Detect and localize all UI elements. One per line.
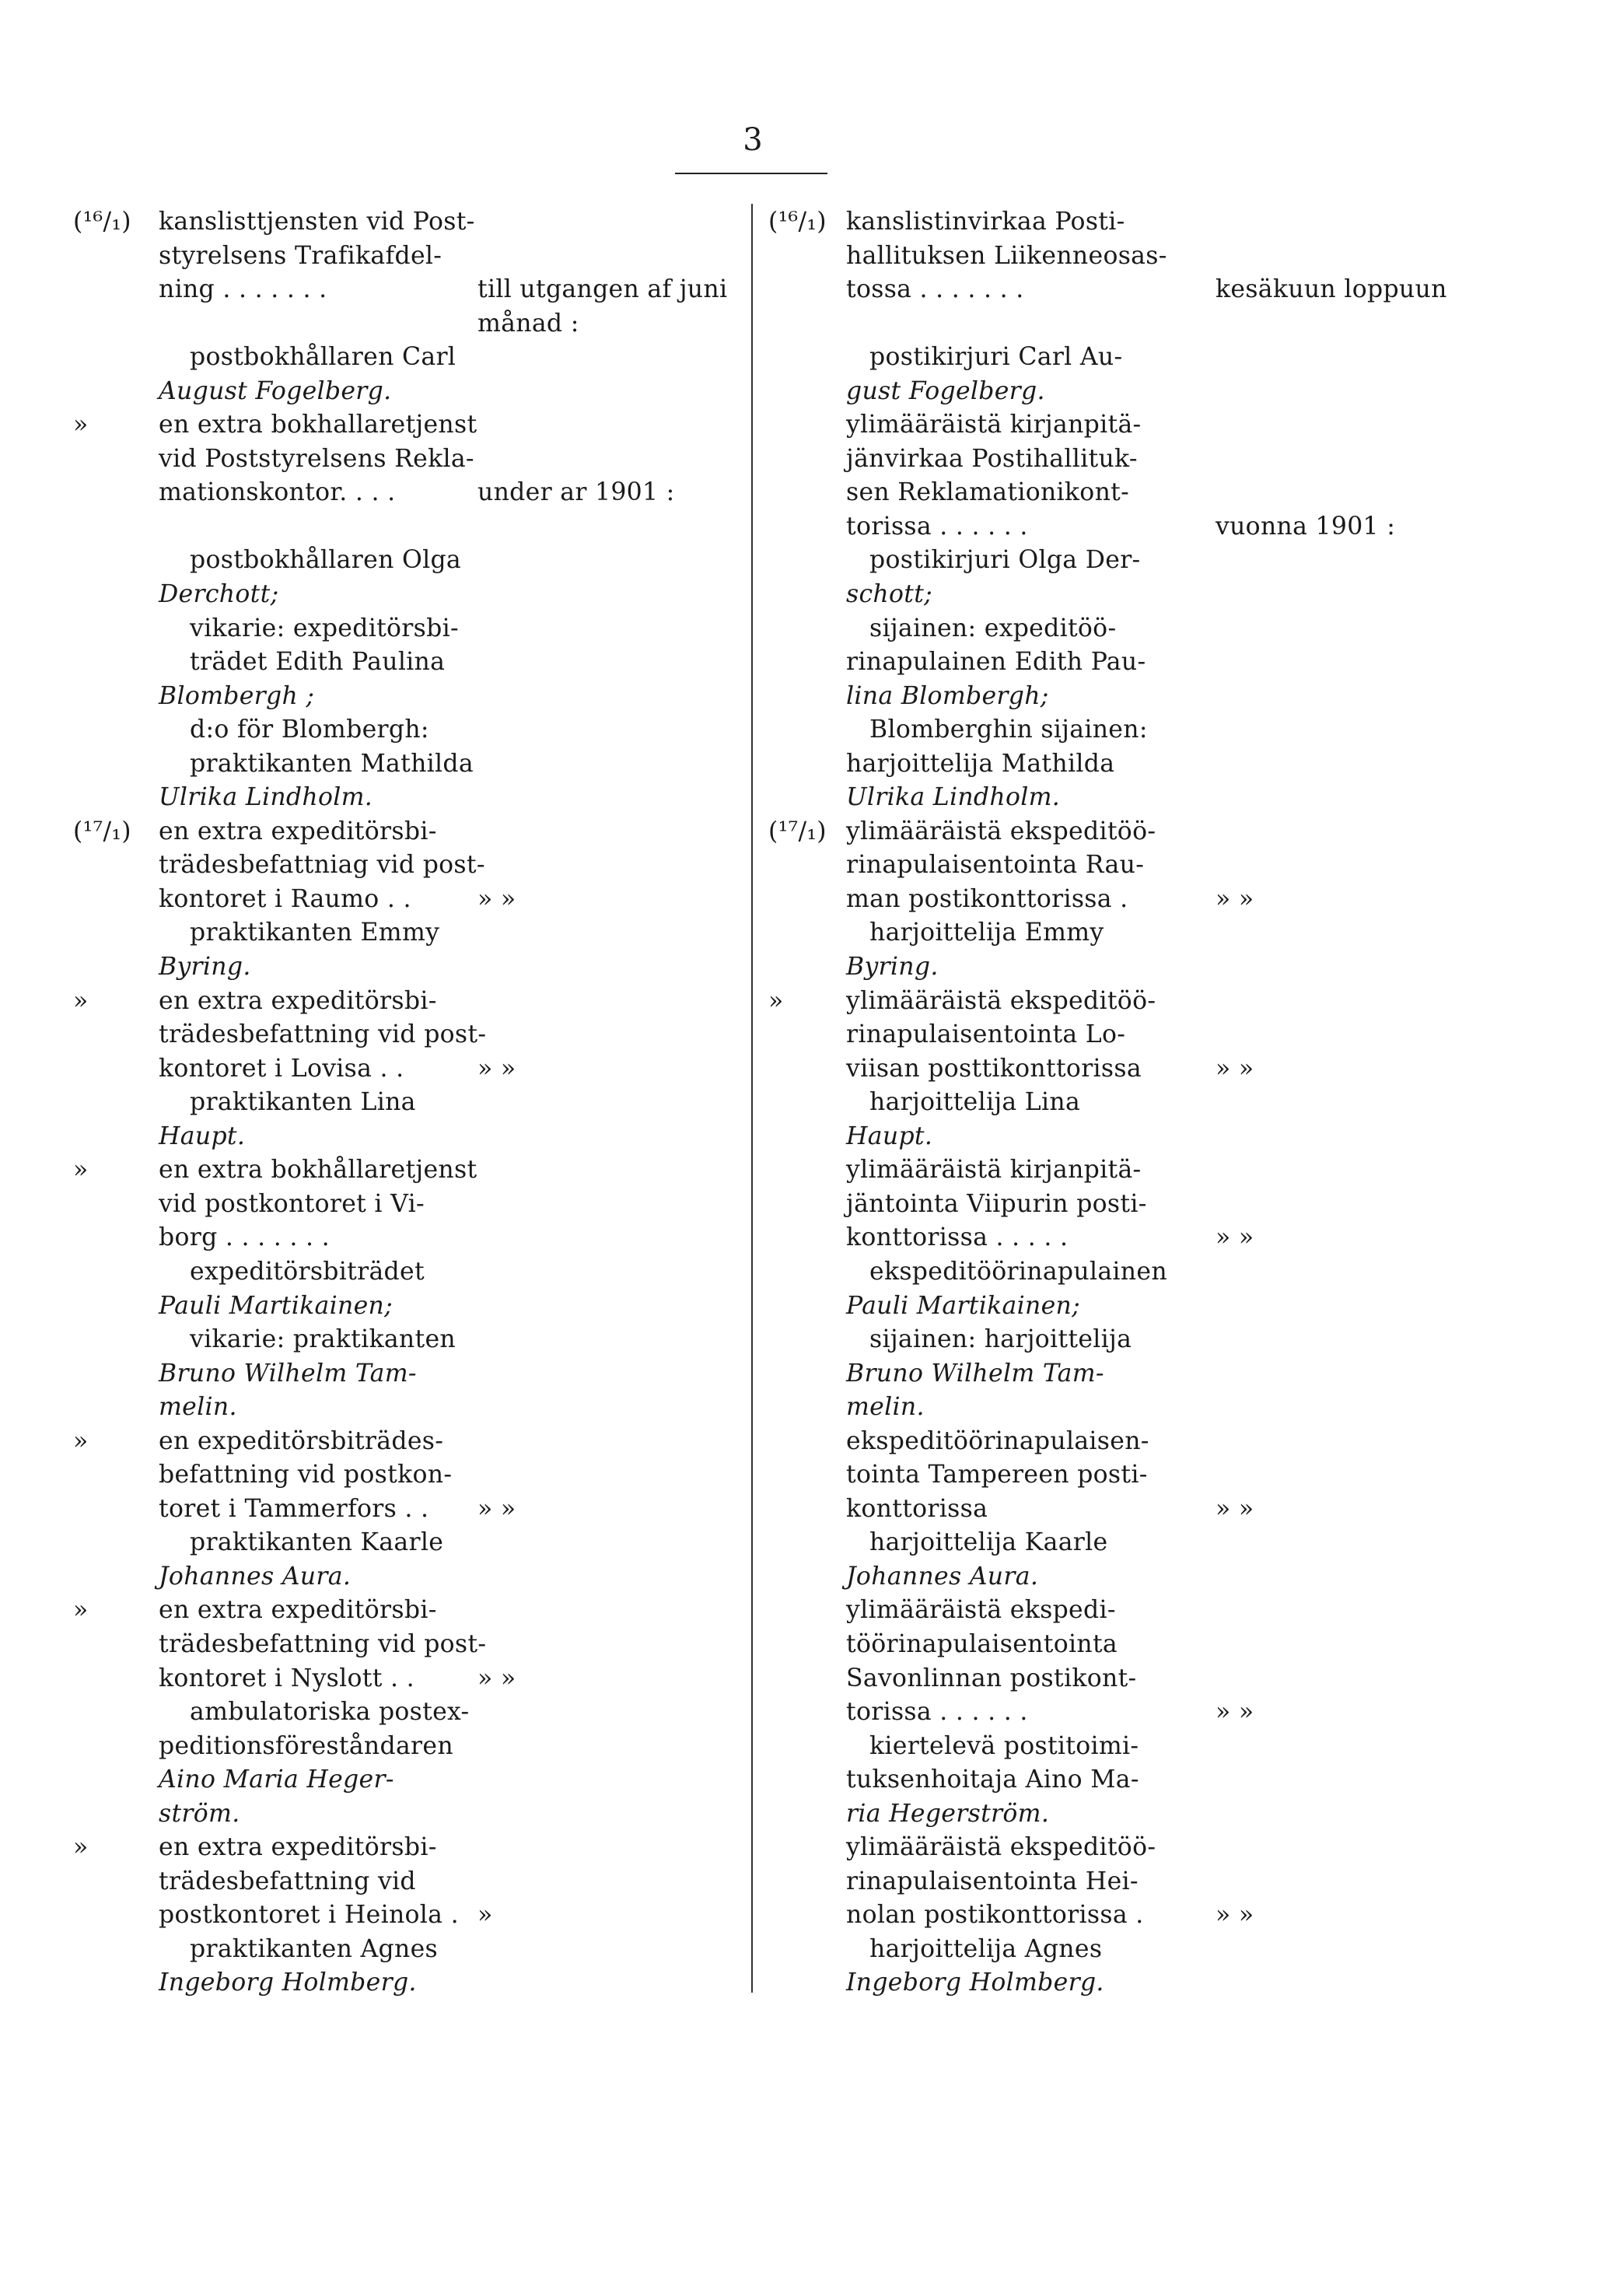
line-text: gust Fogelberg. <box>846 376 1045 405</box>
text-line <box>768 1221 1593 1255</box>
line-text: kontoret i Nyslott . . <box>159 1664 414 1692</box>
text-line <box>768 205 1593 240</box>
line-text: konttorissa . . . . . <box>846 1223 1069 1252</box>
swedish-column <box>73 205 728 2000</box>
line-text: en extra expeditörsbi- <box>159 817 437 845</box>
line-text: vikarie: expeditörsbi- <box>190 614 459 642</box>
text-line <box>73 1594 719 1628</box>
text-line <box>73 1458 719 1493</box>
line-text: man postikonttorissa . <box>846 884 1128 913</box>
text-line <box>73 1560 719 1594</box>
text-line <box>73 476 719 510</box>
text-line <box>73 1357 719 1391</box>
period-note: » » <box>477 1664 516 1692</box>
text-line <box>768 1290 1593 1324</box>
line-text: Pauli Martikainen; <box>159 1291 394 1320</box>
line-text: postbokhållaren Carl <box>190 343 456 372</box>
text-line <box>73 747 719 782</box>
text-line <box>73 1255 719 1290</box>
text-line <box>768 307 1593 341</box>
line-text: postikirjuri Carl Au- <box>869 343 1123 372</box>
text-line <box>768 1086 1593 1120</box>
line-text: en extra bokhållaretjenst <box>159 1156 477 1185</box>
entry-marker: » <box>73 1426 89 1455</box>
line-text: sijainen: harjoittelija <box>869 1325 1132 1354</box>
line-text: töörinapulaisentointa <box>846 1629 1118 1658</box>
text-line <box>768 646 1593 680</box>
period-note: » » <box>477 1054 516 1083</box>
line-text: trädesbefattning vid <box>159 1867 416 1895</box>
line-text: torissa . . . . . . <box>846 1698 1028 1727</box>
text-line <box>73 1290 719 1324</box>
period-note: » » <box>1215 1698 1254 1727</box>
line-text: ylimääräistä kirjanpitä- <box>846 1156 1142 1185</box>
text-line <box>768 1153 1593 1188</box>
line-text: praktikanten Mathilda <box>190 749 474 778</box>
line-text: torissa . . . . . . <box>846 512 1028 541</box>
page-number: 3 <box>743 122 763 158</box>
line-text: Pauli Martikainen; <box>846 1291 1081 1320</box>
text-line <box>768 1188 1593 1222</box>
line-text: Johannes Aura. <box>846 1562 1039 1591</box>
line-text: befattning vid postkon- <box>159 1461 453 1489</box>
period-note: » » <box>1215 884 1254 913</box>
line-text: Bruno Wilhelm Tam- <box>846 1359 1104 1388</box>
text-line <box>73 1797 719 1832</box>
line-text: hallituksen Liikenneosas- <box>846 241 1167 270</box>
line-text: ambulatoriska postex- <box>190 1698 470 1727</box>
period-note: » » <box>1215 1223 1254 1252</box>
line-text: ekspeditöörinapulaisen- <box>846 1426 1149 1455</box>
line-text: vid Poststyrelsens Rekla- <box>159 444 474 473</box>
line-text: ylimääräistä ekspeditöö- <box>846 817 1156 845</box>
text-line <box>768 747 1593 782</box>
period-note: » » <box>477 1494 516 1523</box>
text-line <box>73 1628 719 1662</box>
line-text: rinapulaisentointa Hei- <box>846 1867 1139 1895</box>
text-line <box>768 1628 1593 1662</box>
text-line <box>768 443 1593 477</box>
entry-marker: » <box>73 1156 89 1185</box>
line-text: styrelsens Trafikafdel- <box>159 241 442 270</box>
line-text: Byring. <box>846 953 939 982</box>
text-line <box>73 205 719 240</box>
text-line <box>73 1425 719 1459</box>
line-text: kanslistinvirkaa Posti- <box>846 208 1125 236</box>
text-line <box>73 1120 719 1154</box>
text-line <box>768 1458 1593 1493</box>
period-note: » <box>477 1901 493 1930</box>
text-line <box>73 1153 719 1188</box>
text-line <box>73 1730 719 1764</box>
finnish-column <box>768 205 1593 2000</box>
text-line <box>768 1763 1593 1797</box>
line-text: Ingeborg Holmberg. <box>159 1969 417 1997</box>
text-line <box>73 443 719 477</box>
line-text: jänvirkaa Postihallituk- <box>846 444 1138 473</box>
text-line <box>73 341 719 375</box>
line-text: harjoittelija Lina <box>869 1088 1081 1117</box>
text-line <box>73 1052 719 1087</box>
line-text: praktikanten Kaarle <box>190 1528 444 1557</box>
line-text: trädet Edith Paulina <box>190 648 446 677</box>
text-line <box>73 1899 719 1933</box>
line-text: vid postkontoret i Vi- <box>159 1189 425 1218</box>
text-line <box>768 273 1593 307</box>
period-note: » » <box>1215 1054 1254 1083</box>
period-note: vuonna 1901 : <box>1215 512 1396 541</box>
entry-marker: (¹⁶/₁) <box>73 208 131 236</box>
text-line <box>73 985 719 1019</box>
text-line <box>768 985 1593 1019</box>
period-note: » » <box>477 884 516 913</box>
text-line <box>73 1018 719 1052</box>
line-text: rinapulaisentointa Rau- <box>846 851 1145 880</box>
line-text: ylimääräistä ekspeditöö- <box>846 1833 1156 1862</box>
text-line <box>73 1662 719 1696</box>
text-line <box>768 341 1593 375</box>
line-text: Ulrika Lindholm. <box>159 783 373 812</box>
entry-marker: (¹⁶/₁) <box>768 208 827 236</box>
text-line <box>768 544 1593 578</box>
text-line <box>73 240 719 274</box>
text-line <box>73 680 719 714</box>
line-text: kontoret i Raumo . . <box>159 884 411 913</box>
text-line <box>73 646 719 680</box>
line-text: sen Reklamationikont- <box>846 478 1130 507</box>
period-note: till utgangen af juni <box>477 275 728 304</box>
line-text: Blomberghin sijainen: <box>869 716 1148 744</box>
line-text: konttorissa <box>846 1494 988 1523</box>
text-line <box>768 1120 1593 1154</box>
line-text: harjoittelija Agnes <box>869 1934 1103 1963</box>
line-text: peditionsföreståndaren <box>159 1731 453 1760</box>
line-text: harjoittelija Mathilda <box>846 749 1115 778</box>
entry-marker: (¹⁷/₁) <box>73 817 131 845</box>
line-text: ekspeditöörinapulainen <box>869 1257 1167 1286</box>
text-line <box>73 273 728 307</box>
period-note: » » <box>1215 1494 1254 1523</box>
text-line <box>73 815 719 849</box>
line-text: melin. <box>846 1393 925 1422</box>
text-line <box>73 1323 719 1357</box>
text-line <box>73 510 719 544</box>
text-line <box>73 1831 719 1865</box>
text-line <box>768 1052 1593 1087</box>
text-line <box>73 578 719 612</box>
text-line <box>768 1865 1593 1899</box>
text-line <box>768 1323 1593 1357</box>
text-line <box>768 1391 1593 1425</box>
text-line <box>73 307 719 341</box>
line-text: August Fogelberg. <box>159 376 392 405</box>
entry-marker: » <box>73 1833 89 1862</box>
line-text: trädesbefattniag vid post- <box>159 851 485 880</box>
line-text: mationskontor. . . . <box>159 478 396 507</box>
text-line <box>73 883 719 917</box>
entry-marker: » <box>73 411 89 439</box>
text-line <box>768 950 1593 985</box>
text-line <box>73 1696 719 1730</box>
line-text: Ulrika Lindholm. <box>846 783 1061 812</box>
text-line <box>768 408 1593 443</box>
text-line <box>768 510 1593 544</box>
line-text: Ingeborg Holmberg. <box>846 1969 1104 1997</box>
entry-marker: » <box>768 986 784 1015</box>
line-text: en extra expeditörsbi- <box>159 1833 437 1862</box>
line-text: postkontoret i Heinola . <box>159 1901 459 1930</box>
line-text: kontoret i Lovisa . . <box>159 1054 404 1083</box>
text-line <box>768 1899 1593 1933</box>
text-line <box>768 849 1593 883</box>
line-text: en extra bokhallaretjenst <box>159 411 477 439</box>
line-text: Aino Maria Heger- <box>159 1766 394 1794</box>
header-rule <box>675 173 827 174</box>
text-line <box>768 1425 1593 1459</box>
line-text: melin. <box>159 1393 237 1422</box>
line-text: ria Hegerström. <box>846 1799 1050 1828</box>
line-text: Bruno Wilhelm Tam- <box>159 1359 417 1388</box>
text-line <box>73 612 719 646</box>
line-text: postbokhållaren Olga <box>190 546 462 575</box>
line-text: Byring. <box>159 953 251 982</box>
line-text: ylimääräistä ekspedi- <box>846 1596 1116 1625</box>
text-line <box>73 1526 719 1560</box>
text-line <box>768 815 1593 849</box>
line-text: kanslisttjensten vid Post- <box>159 208 475 236</box>
text-line <box>73 1763 719 1797</box>
line-text: postikirjuri Olga Der- <box>869 546 1141 575</box>
text-line <box>768 1560 1593 1594</box>
text-line <box>73 1493 719 1527</box>
text-line <box>73 781 719 815</box>
text-line <box>768 476 1593 510</box>
line-text: d:o för Blombergh: <box>190 716 429 744</box>
line-text: harjoittelija Emmy <box>869 919 1104 947</box>
line-text: toret i Tammerfors . . <box>159 1494 429 1523</box>
text-line <box>768 1255 1593 1290</box>
text-line <box>768 1526 1593 1560</box>
line-text: schott; <box>846 580 933 609</box>
text-line <box>768 1730 1593 1764</box>
line-text: borg . . . . . . . <box>159 1223 330 1252</box>
line-text: praktikanten Lina <box>190 1088 416 1117</box>
line-text: sijainen: expeditöö- <box>869 614 1117 642</box>
line-text: Haupt. <box>159 1122 246 1150</box>
text-line <box>768 781 1593 815</box>
text-line <box>768 1357 1593 1391</box>
text-line <box>768 680 1593 714</box>
line-text: Blombergh ; <box>159 681 315 710</box>
line-text: rinapulaisentointa Lo- <box>846 1020 1126 1049</box>
entry-marker: » <box>73 1596 89 1625</box>
line-text: en extra expeditörsbi- <box>159 986 437 1015</box>
text-line <box>73 1188 719 1222</box>
text-line <box>768 578 1593 612</box>
line-text: Haupt. <box>846 1122 933 1150</box>
text-line <box>768 916 1593 950</box>
line-text: praktikanten Agnes <box>190 1934 438 1963</box>
text-line <box>73 916 719 950</box>
line-text: tossa . . . . . . . <box>846 275 1024 304</box>
line-text: viisan posttikonttorissa <box>846 1054 1142 1083</box>
text-line <box>768 1493 1593 1527</box>
text-line <box>768 1797 1593 1832</box>
line-text: kiertelevä postitoimi- <box>869 1731 1139 1760</box>
text-line <box>73 713 719 747</box>
line-text: expeditörsbiträdet <box>190 1257 425 1286</box>
text-line <box>73 1086 719 1120</box>
line-text: trädesbefattning vid post- <box>159 1629 487 1658</box>
entry-marker: » <box>73 986 89 1015</box>
text-line <box>768 1662 1593 1696</box>
text-line <box>768 1696 1593 1730</box>
line-text: Johannes Aura. <box>159 1562 352 1591</box>
text-line <box>73 849 719 883</box>
text-line <box>768 240 1593 274</box>
text-line <box>73 1391 719 1425</box>
line-text: praktikanten Emmy <box>190 919 440 947</box>
period-note: » » <box>1215 1901 1254 1930</box>
text-line <box>73 950 719 985</box>
period-note: kesäkuun loppuun <box>1215 275 1447 304</box>
line-text: ylimääräistä ekspeditöö- <box>846 986 1156 1015</box>
text-line <box>73 1865 719 1899</box>
text-line <box>768 612 1593 646</box>
text-line <box>73 544 719 578</box>
line-text: nolan postikonttorissa . <box>846 1901 1144 1930</box>
text-line <box>73 1221 719 1255</box>
text-line <box>73 375 719 409</box>
line-text: jäntointa Viipurin posti- <box>846 1189 1147 1218</box>
line-text: rinapulainen Edith Pau- <box>846 648 1146 677</box>
line-text: vikarie: praktikanten <box>190 1325 456 1354</box>
line-text: ström. <box>159 1799 240 1828</box>
text-line <box>768 1933 1593 1967</box>
period-note: under ar 1901 : <box>477 478 675 507</box>
text-line <box>768 1966 1593 2000</box>
line-text: tuksenhoitaja Aino Ma- <box>846 1766 1139 1794</box>
text-line <box>768 375 1593 409</box>
text-line <box>73 1933 719 1967</box>
text-line <box>73 1966 719 2000</box>
line-text: Savonlinnan postikont- <box>846 1664 1137 1692</box>
text-line <box>768 713 1593 747</box>
line-text: Derchott; <box>159 580 279 609</box>
line-text: en expeditörsbiträdes- <box>159 1426 444 1455</box>
period-note: månad : <box>477 309 579 338</box>
text-line <box>768 1831 1593 1865</box>
text-line <box>768 1018 1593 1052</box>
entry-marker: (¹⁷/₁) <box>768 817 827 845</box>
column-divider <box>751 204 753 1993</box>
text-line <box>73 408 719 443</box>
line-text: harjoittelija Kaarle <box>869 1528 1108 1557</box>
text-line <box>768 883 1593 917</box>
line-text: ylimääräistä kirjanpitä- <box>846 411 1142 439</box>
text-line <box>768 1594 1593 1628</box>
line-text: trädesbefattning vid post- <box>159 1020 487 1049</box>
line-text: lina Blombergh; <box>846 681 1049 710</box>
line-text: en extra expeditörsbi- <box>159 1596 437 1625</box>
line-text: ning . . . . . . . <box>159 275 327 304</box>
line-text: tointa Tampereen posti- <box>846 1461 1148 1489</box>
